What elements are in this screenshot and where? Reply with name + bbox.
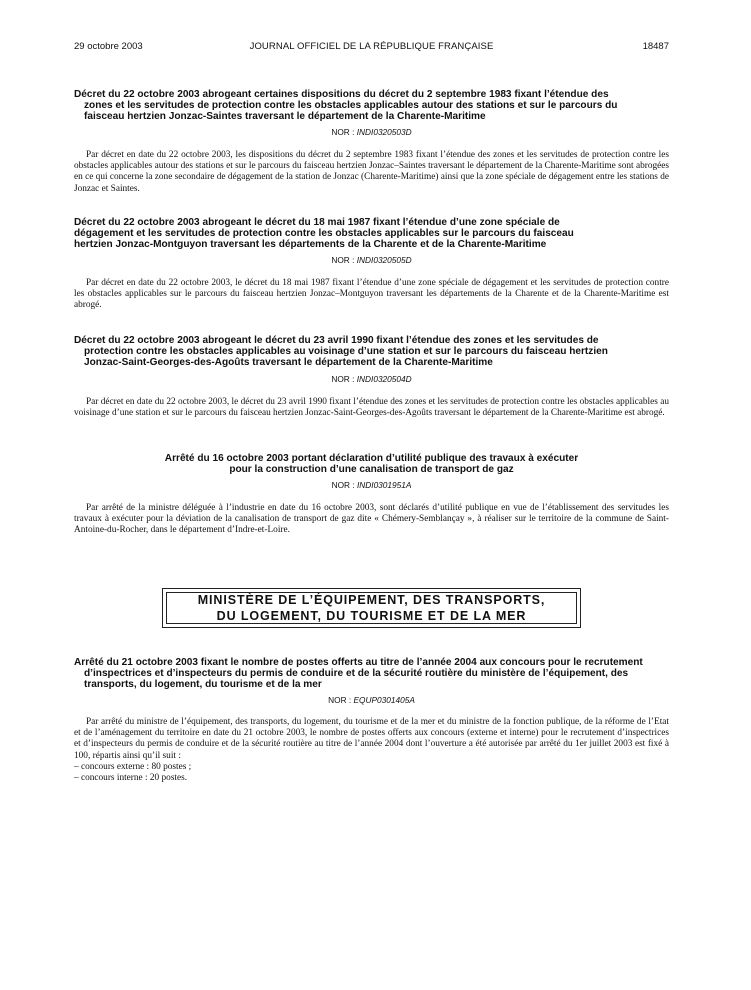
- nor-label: NOR :: [328, 695, 352, 705]
- decree-3-title-line: protection contre les obstacles applicables au voisinage d’une station et sur le parcours du faisceau hertzien: [84, 346, 608, 357]
- decree-3-title-line: Décret du 22 octobre 2003 abrogeant le décret du 23 avril 1990 fixant l’étendue des zones et les servitudes de: [74, 335, 599, 346]
- nor-label: NOR :: [331, 480, 355, 490]
- decree-1-title-line: Décret du 22 octobre 2003 abrogeant certaines dispositions du décret du 2 septembre 1983 fixant l’étendue des: [74, 89, 609, 100]
- nor-code: EQUP0301405A: [353, 695, 415, 705]
- arrete-2-title-line: Arrêté du 21 octobre 2003 fixant le nombre de postes offerts au titre de l’année 2004 aux concours pour le recrutement: [74, 657, 643, 668]
- decree-1-body: Par décret en date du 22 octobre 2003, les dispositions du décret du 2 septembre 1983 fixant l’étendue des zones et les servitudes de protection contre les obstacles applicables autour des stations et sur le parcours du faisceau hertzien Jonzac–Saintes traversant le département de la Charente-Maritime sont abrogées en ce qui concerne la zone secondaire de dégagement de la station de Jonzac (Charente-Maritime) ainsi que la zone spéciale de dégagement entre les stations de Jonzac et Saintes.: [74, 150, 669, 194]
- decree-3-body: Par décret en date du 22 octobre 2003, le décret du 23 avril 1990 fixant l’étendue des zones et les servitudes de protection contre les obstacles applicables au voisinage d’une station et sur le parcours du faisceau hertzien Jonzac-Saint-Georges-des-Agoûts traversant le département de la Charente-Maritime est abrogé.: [74, 397, 669, 419]
- ministry-heading-line-2: DU LOGEMENT, DU TOURISME ET DE LA MER: [216, 609, 527, 623]
- arrete-1-nor: [74, 480, 669, 490]
- arrete-1-title-line: Arrêté du 16 octobre 2003 portant déclaration d’utilité publique des travaux à exécuter: [164, 453, 579, 464]
- list-item: – concours externe : 80 postes ;: [74, 762, 192, 772]
- page-header: [74, 41, 669, 55]
- decree-2-title-line: Décret du 22 octobre 2003 abrogeant le décret du 18 mai 1987 fixant l’étendue d’une zone spéciale de: [74, 217, 560, 228]
- header-journal-title: JOURNAL OFFICIEL DE LA RÉPUBLIQUE FRANÇAISE: [249, 41, 494, 52]
- arrete-1-title: [74, 453, 669, 475]
- ministry-heading-line-1: MINISTÈRE DE L’ÉQUIPEMENT, DES TRANSPORTS,: [197, 593, 546, 607]
- list-item: – concours interne : 20 postes.: [74, 773, 188, 783]
- arrete-1-body: Par arrêté de la ministre déléguée à l’industrie en date du 16 octobre 2003, sont déclarés d’utilité publique en vue de l’établissement des servitudes les travaux à exécuter pour la déviation de la canalisation de transport de gaz dite « Chémery-Semblançay », à réaliser sur le territoire de la commune de Saint-Antoine-du-Rocher, dans le département d’Indre-et-Loire.: [74, 503, 669, 536]
- nor-code: INDI0320504D: [356, 374, 412, 384]
- decree-2-body: Par décret en date du 22 octobre 2003, le décret du 18 mai 1987 fixant l’étendue d’une zone spéciale de dégagement et les servitudes de protection contre les obstacles applicables sur le parcours du faisceau hertzien Jonzac–Montguyon traversant les départements de la Charente et de la Charente-Maritime est abrogé.: [74, 278, 669, 311]
- nor-code: INDI0320503D: [356, 127, 412, 137]
- arrete-2-body: Par arrêté du ministre de l’équipement, des transports, du logement, du tourisme et de la mer et du ministre de la fonction publique, de la réforme de l’Etat et de l’aménagement du territoire en date du 21 octobre 2003, le nombre de postes offerts aux concours (externe et interne) pour le recrutement d’inspectrices et d’inspecteurs du permis de conduire et de la sécurité routière au titre de l’année 2004 dont l’ouverture a été autorisée par arrêté du 1er juillet 2003 est fixé à 100, répartis ainsi qu’il suit :: [74, 717, 669, 761]
- arrete-2-nor: [74, 695, 669, 705]
- nor-label: NOR :: [331, 127, 355, 137]
- decree-2-title-line: dégagement et les servitudes de protection contre les obstacles applicables sur le parcours du faisceau: [74, 228, 574, 239]
- decree-1-title-line: zones et les servitudes de protection contre les obstacles applicables autour des stations et sur le parcours du: [84, 100, 618, 111]
- decree-2-title: [74, 217, 669, 250]
- nor-label: NOR :: [331, 374, 355, 384]
- nor-code: INDI0320505D: [356, 255, 412, 265]
- decree-1-title-line: faisceau hertzien Jonzac-Saintes traversant le département de la Charente-Maritime: [84, 111, 486, 122]
- ministry-heading-box: [162, 588, 581, 628]
- arrete-2-title-line: d’inspectrices et d’inspecteurs du permis de conduire et de la sécurité routière du ministère de l’équipement, des: [84, 668, 629, 679]
- decree-1-title: [74, 89, 669, 122]
- decree-2-title-line: hertzien Jonzac-Montguyon traversant les départements de la Charente et de la Charente-Maritime: [74, 239, 547, 250]
- arrete-1-title-line: pour la construction d’une canalisation de transport de gaz: [229, 464, 514, 475]
- header-date: 29 octobre 2003: [74, 41, 143, 52]
- arrete-2-title: [74, 657, 669, 690]
- decree-1-nor: [74, 127, 669, 137]
- decree-2-nor: [74, 255, 669, 265]
- header-page-number: 18487: [642, 41, 669, 52]
- decree-3-nor: [74, 374, 669, 384]
- arrete-2-title-line: transports, du logement, du tourisme et de la mer: [84, 679, 322, 690]
- nor-label: NOR :: [331, 255, 355, 265]
- decree-3-title-line: Jonzac-Saint-Georges-des-Agoûts traversant le département de la Charente-Maritime: [84, 357, 493, 368]
- decree-3-title: [74, 335, 669, 368]
- nor-code: INDI0301951A: [356, 480, 412, 490]
